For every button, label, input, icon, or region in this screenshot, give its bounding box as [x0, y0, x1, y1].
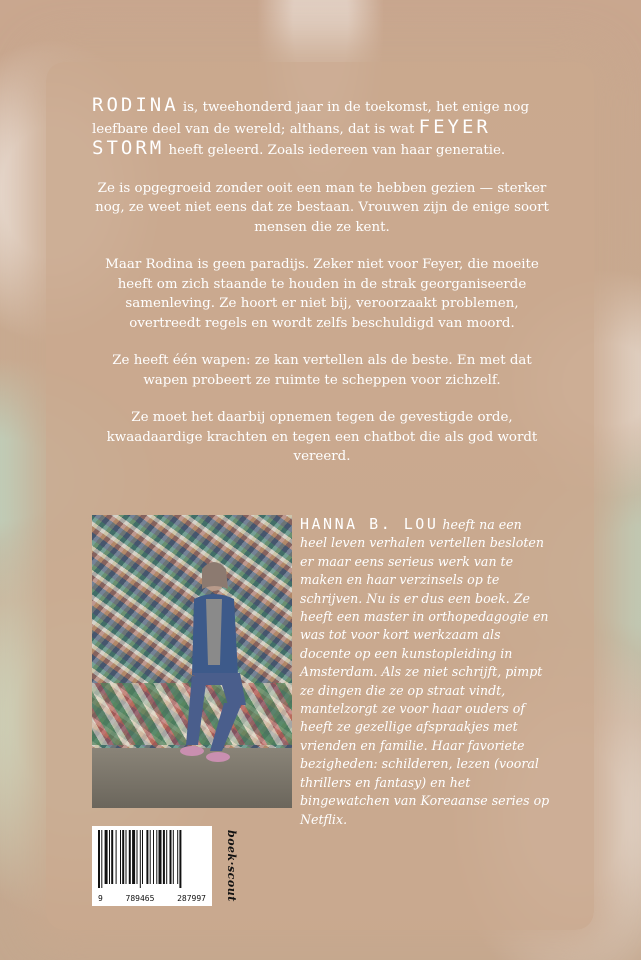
isbn-barcode	[92, 826, 212, 906]
isbn-group-2: 287997	[177, 894, 206, 903]
blurb-p1-text1: is, tweehonderd jaar in de toekomst, het enige nog leefbare deel van de wereld; althans, dat is wat	[92, 100, 530, 137]
barcode-bar	[146, 830, 148, 884]
barcode-bar	[132, 830, 135, 884]
blurb-paragraph-1	[92, 96, 552, 161]
author-bio	[300, 515, 550, 829]
feyer-storm-word: FEYER STORM	[92, 115, 491, 159]
barcode-bar	[163, 830, 165, 884]
barcode-bar	[150, 830, 151, 884]
barcode-bar	[166, 830, 167, 884]
barcode-bar	[111, 830, 113, 884]
barcode-bar	[170, 830, 172, 884]
barcode-bar	[129, 830, 131, 884]
blurb-paragraph-4: Ze heeft één wapen: ze kan vertellen als de beste. En met dat wapen probeert ze ruimte te scheppen voor zichzelf.	[112, 353, 532, 388]
publisher-logo: boek·scout	[225, 830, 238, 902]
barcode-bar	[120, 830, 121, 884]
author-portrait-icon	[162, 555, 252, 775]
isbn-number	[96, 892, 208, 903]
barcode-bar	[159, 830, 162, 884]
barcode-bar	[116, 830, 117, 884]
isbn-prefix: 9	[98, 894, 103, 903]
barcode-bar	[177, 830, 178, 884]
barcode-bar	[153, 830, 154, 884]
barcode-bar	[179, 830, 181, 888]
back-cover-blurb	[92, 96, 552, 485]
blurb-paragraph-5: Ze moet het daarbij opnemen tegen de gevestigde orde, kwaadaardige krachten en tegen een chatbot die als god wordt vereerd.	[106, 410, 538, 464]
author-photo	[92, 515, 292, 808]
barcode-bar	[101, 830, 102, 888]
barcode-bar	[98, 830, 100, 888]
barcode-bar	[142, 830, 143, 884]
barcode-icon	[96, 830, 208, 888]
barcode-bar	[156, 830, 157, 884]
blurb-paragraph-3: Maar Rodina is geen paradijs. Zeker niet voor Feyer, die moeite heeft om zich staande te houden in de strak georganiseerde samenleving. Ze hoort er niet bij, veroorzaakt problemen, overtreedt regels en wordt zelfs beschuldigd van moord.	[105, 257, 539, 331]
blurb-paragraph-2: Ze is opgegroeid zonder ooit een man te hebben gezien — sterker nog, ze weet niet eens dat ze bestaan. Vrouwen zijn de enige soort mensen die ze kent.	[95, 180, 549, 235]
isbn-group-1: 789465	[125, 894, 155, 903]
rodina-word: RODINA	[92, 94, 179, 116]
barcode-bar	[109, 830, 110, 884]
barcode-bar	[137, 830, 138, 884]
barcode-bar	[173, 830, 174, 884]
barcode-bar	[140, 830, 141, 888]
author-bio-text: heeft na een heel leven verhalen vertellen besloten er maar eens serieus werk van te maken en haar verzinsels op te schrijven. Nu is er dus een boek. Ze heeft een master in orthopedagogie en was tot voor kort werkzaam als docente op een kunstopleiding in Amsterdam. Als ze niet schrijft, pimpt ze dingen die ze op straat vindt, mantelzorgt ze voor haar ouders of heeft ze gezellige afspraakjes met vrienden en familie. Haar favoriete bezigheden: schilderen, lezen (vooral thrillers en fantasy) en het bingewatchen van Koreaanse series op Netflix.	[300, 517, 550, 827]
barcode-bar	[122, 830, 124, 884]
barcode-bar	[126, 830, 127, 884]
author-name: HANNA B. LOU	[300, 515, 439, 533]
barcode-bar	[105, 830, 108, 884]
blurb-p1-text2: heeft geleerd. Zoals iedereen van haar generatie.	[164, 143, 506, 158]
